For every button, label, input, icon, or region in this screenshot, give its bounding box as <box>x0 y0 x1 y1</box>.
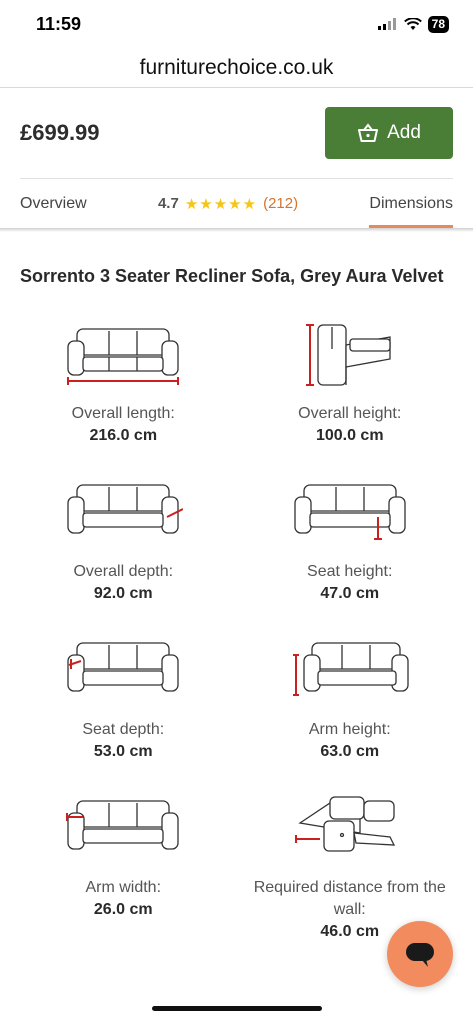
url-bar[interactable] <box>0 48 473 88</box>
status-icons <box>378 16 449 33</box>
dimension-seat-height <box>237 477 464 605</box>
dimension-overall-height <box>237 319 464 447</box>
seat-height-icon <box>290 477 410 547</box>
add-to-basket-button[interactable] <box>325 107 453 159</box>
dimension-overall-length <box>10 319 237 447</box>
dimension-value: 46.0 cm <box>320 923 380 940</box>
sofa-height-icon <box>290 319 410 389</box>
arm-width-icon <box>63 793 183 863</box>
arm-height-icon <box>290 635 410 705</box>
dimension-value: 63.0 cm <box>320 743 380 760</box>
dimension-label: Overall length: <box>71 405 175 422</box>
dimension-value: 26.0 cm <box>93 901 153 918</box>
sofa-length-icon <box>63 319 183 389</box>
dimension-seat-depth <box>10 635 237 763</box>
review-count: (212) <box>263 195 299 212</box>
chat-bubble-icon <box>402 939 438 969</box>
product-tabs <box>20 178 453 228</box>
sofa-depth-icon <box>63 477 183 547</box>
dimension-value: 216.0 cm <box>89 427 158 444</box>
dimension-value: 53.0 cm <box>93 743 153 760</box>
signal-icon <box>378 18 398 30</box>
tab-dimensions[interactable]: Dimensions <box>369 180 453 228</box>
star-rating-icon: ★★★★★ <box>184 195 258 213</box>
basket-icon <box>357 123 379 143</box>
dimensions-grid <box>0 319 473 943</box>
dimension-overall-depth <box>10 477 237 605</box>
dimension-label: Overall height: <box>298 405 402 422</box>
dimension-label: Required distance from the wall: <box>253 879 446 918</box>
recliner-wall-distance-icon <box>290 793 410 863</box>
purchase-bar <box>0 88 473 178</box>
status-bar <box>0 0 473 48</box>
dimension-label: Arm height: <box>308 721 391 738</box>
dimension-arm-width <box>10 793 237 943</box>
battery-indicator: 78 <box>428 16 449 33</box>
rating-value: 4.7 <box>157 195 179 212</box>
dimension-value: 47.0 cm <box>320 585 380 602</box>
dimension-label: Seat depth: <box>82 721 165 738</box>
chat-button[interactable] <box>387 921 453 987</box>
seat-depth-icon <box>63 635 183 705</box>
dimension-arm-height <box>237 635 464 763</box>
dimension-label: Arm width: <box>85 879 162 896</box>
status-time: 11:59 <box>36 13 82 34</box>
wifi-icon <box>404 18 422 31</box>
product-title: Sorrento 3 Seater Recliner Sofa, Grey Aura Velvet <box>20 266 444 286</box>
tab-reviews[interactable] <box>158 180 298 228</box>
price: £699.99 <box>20 120 100 145</box>
url-text[interactable]: furniturechoice.co.uk <box>139 55 334 79</box>
add-button-label: Add <box>387 122 421 143</box>
home-indicator <box>152 1006 322 1011</box>
dimension-wall-distance <box>237 793 464 943</box>
tab-overview[interactable]: Overview <box>20 194 87 212</box>
dimension-value: 100.0 cm <box>315 427 384 444</box>
dimension-label: Seat height: <box>307 563 393 580</box>
dimension-label: Overall depth: <box>73 563 174 580</box>
dimension-value: 92.0 cm <box>93 585 153 602</box>
